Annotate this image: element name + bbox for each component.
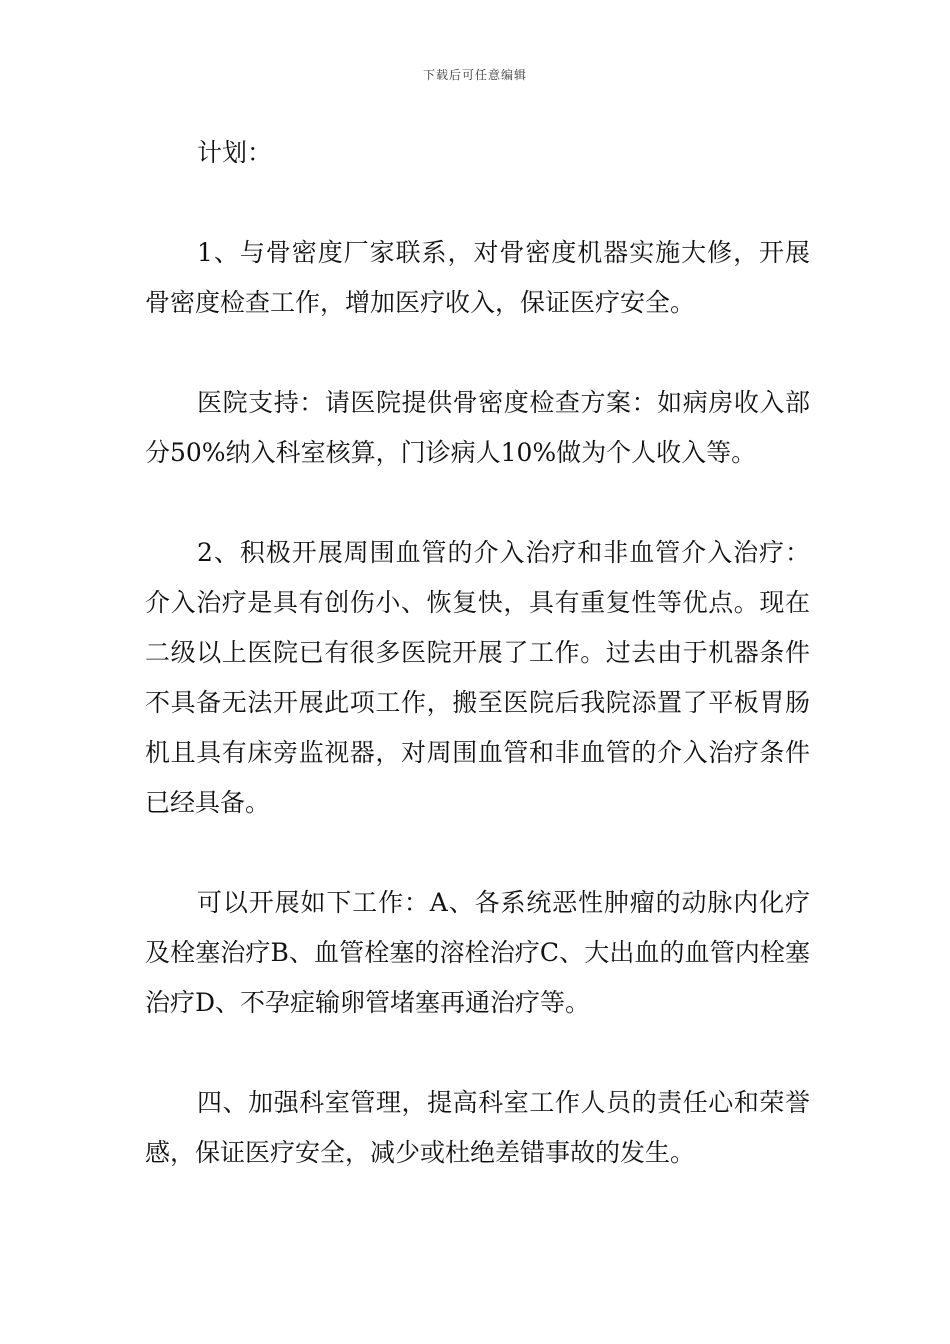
paragraph-spacer (145, 178, 810, 228)
paragraph-bone-density-plan: 1、与骨密度厂家联系，对骨密度机器实施大修，开展骨密度检查工作，增加医疗收入，保证医疗安全。 (145, 238, 810, 317)
document-body (145, 128, 810, 1178)
paragraph-spacer (145, 328, 810, 378)
paragraph-department-management: 四、加强科室管理，提高科室工作人员的责任心和荣誉感，保证医疗安全，减少或杜绝差错事故的发生。 (145, 1088, 810, 1167)
paragraph-spacer (145, 1028, 810, 1078)
page-header-note: 下载后可任意编辑 (422, 68, 527, 82)
paragraph-hospital-support: 医院支持：请医院提供骨密度检查方案：如病房收入部分50%纳入科室核算，门诊病人10%做为个人收入等。 (145, 388, 810, 467)
paragraph-spacer (145, 478, 810, 528)
paragraph-plan-heading: 计划： (197, 138, 273, 167)
paragraph-available-work: 可以开展如下工作：A、各系统恶性肿瘤的动脉内化疗及栓塞治疗B、血管栓塞的溶栓治疗C、大出血的血管内栓塞治疗D、不孕症输卵管堵塞再通治疗等。 (145, 888, 810, 1017)
paragraph-interventional-therapy: 2、积极开展周围血管的介入治疗和非血管介入治疗：介入治疗是具有创伤小、恢复快，具有重复性等优点。现在二级以上医院已有很多医院开展了工作。过去由于机器条件不具备无法开展此项工作，搬至医院后我院添置了平板胃肠机且具有床旁监视器，对周围血管和非血管的介入治疗条件已经具备。 (145, 538, 810, 817)
paragraph-spacer (145, 828, 810, 878)
